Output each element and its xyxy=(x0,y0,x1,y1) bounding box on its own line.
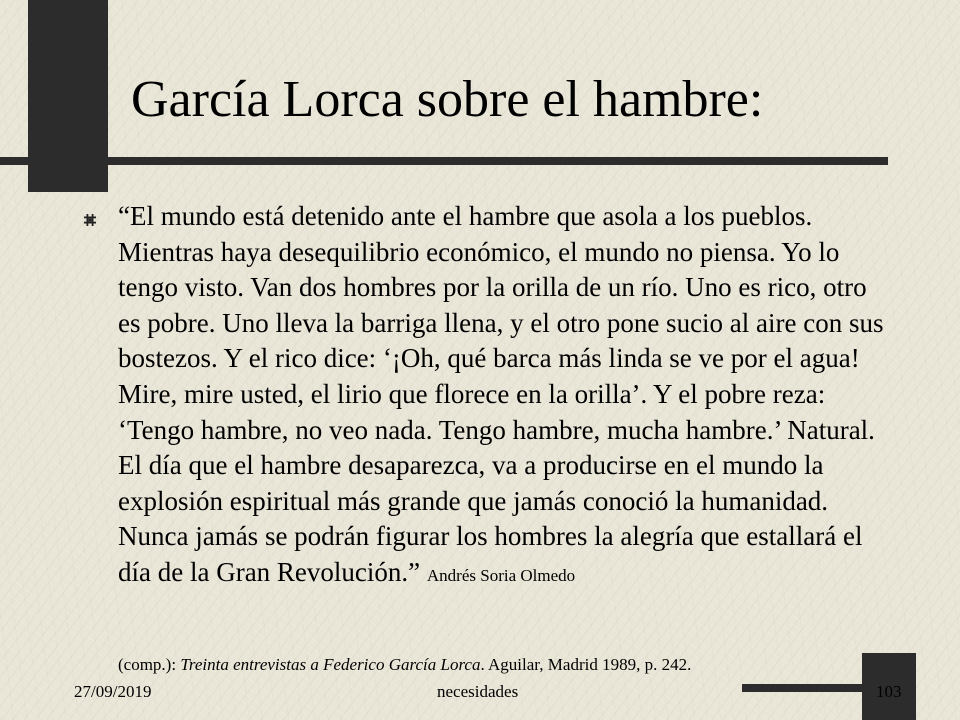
footer-topic: necesidades xyxy=(437,682,519,701)
quote-text: “El mundo está detenido ante el hambre que asola a los pueblos. Mientras haya desequilibrio económico, el mundo no piensa. Yo lo tengo visto. Van dos hombres por la orilla de un río. Uno es rico, otro es pobre. Uno lleva la barriga llena, y el otro pone sucio al aire con sus bostezos. Y el rico dice: ‘¡Oh, qué barca más linda se ve por el agua! Mire, mire usted, el lirio que florece en la orilla’. Y el pobre reza: ‘Tengo hambre, no veo nada. Tengo hambre, mucha hambre.’ Natural. El día que el hambre desaparezca, va a producirse en el mundo la explosión espiritual más grande que jamás conoció la humanidad. Nunca jamás se podrán figurar los hombres la alegría que estallará el día de la Gran Revolución.” xyxy=(118,201,884,587)
footer-accent-bar xyxy=(742,684,862,692)
footer-date: 27/09/2019 xyxy=(74,682,152,701)
page-number: 103 xyxy=(876,682,902,701)
citation-role: (comp.): xyxy=(118,655,177,674)
citation-author: Andrés Soria Olmedo xyxy=(426,565,576,585)
slide-title: García Lorca sobre el hambre: xyxy=(131,71,764,128)
citation-book-title: Treinta entrevistas a Federico García Lorca xyxy=(180,655,481,674)
citation-details xyxy=(118,654,691,676)
citation-publisher: . Aguilar, Madrid 1989, p. 242. xyxy=(480,655,692,674)
title-underline-bar xyxy=(0,157,888,165)
square-hash-bullet-icon xyxy=(84,214,96,226)
quote-paragraph xyxy=(118,199,884,591)
